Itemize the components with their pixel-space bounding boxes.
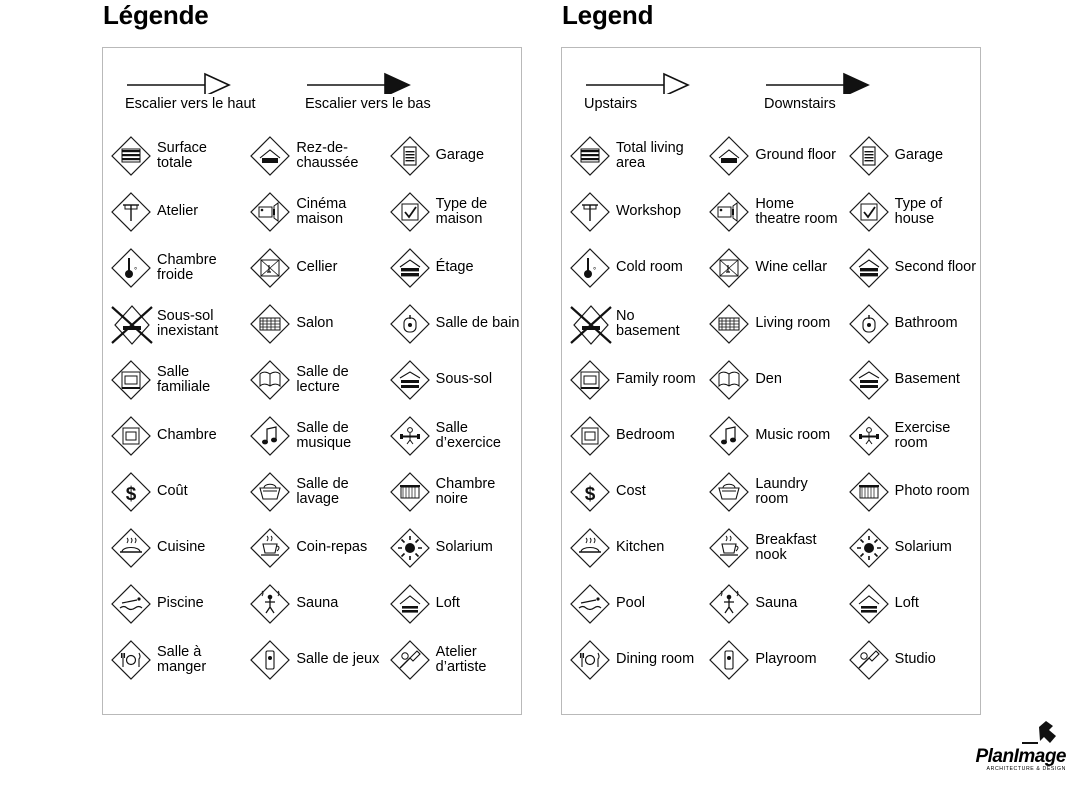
pool-icon <box>568 582 612 626</box>
basement-icon <box>847 358 891 402</box>
legend-item <box>382 526 521 570</box>
living-room-icon <box>707 302 751 346</box>
arrow-down-solid <box>764 68 872 94</box>
legend-item <box>562 190 701 234</box>
legend-row <box>562 520 980 576</box>
legend-item <box>103 190 242 234</box>
legend-item <box>103 358 242 402</box>
legend-item-label: Kitchen <box>616 539 665 556</box>
legend-item-label: Étage <box>435 259 474 276</box>
basement-icon <box>388 358 432 402</box>
arrow-legend-downstairs <box>305 68 431 112</box>
legend-item <box>382 302 521 346</box>
legend-item-label: Family room <box>616 371 696 388</box>
stair-arrows <box>562 68 980 134</box>
legend-item <box>701 190 840 234</box>
logo-mark-icon <box>1020 721 1060 752</box>
legend-item-label: Salle d’exercice <box>435 419 501 451</box>
legend-item <box>701 134 840 178</box>
legend-item <box>242 414 381 458</box>
type-of-house-icon <box>388 190 432 234</box>
legend-item <box>841 358 980 402</box>
legend-item-label: Home theatre room <box>755 195 838 227</box>
legend-item-label: No basement <box>616 307 680 339</box>
legend-item-label: Salle à manger <box>157 643 207 675</box>
legend-item-label: Bedroom <box>616 427 675 444</box>
legend-item <box>103 638 242 682</box>
legend-item <box>701 414 840 458</box>
legend-item-label: Loft <box>435 595 460 612</box>
home-theatre-icon <box>248 190 292 234</box>
exercise-room-icon <box>847 414 891 458</box>
legend-item <box>701 246 840 290</box>
studio-icon <box>388 638 432 682</box>
legend-item-label: Bathroom <box>894 315 958 332</box>
sauna-icon <box>707 582 751 626</box>
legend-item-label: Chambre froide <box>157 251 217 283</box>
legend-panel-english <box>561 47 981 715</box>
legend-item <box>562 414 701 458</box>
legend-item <box>242 246 381 290</box>
legend-item <box>103 414 242 458</box>
legend-item <box>562 358 701 402</box>
legend-item-label: Coût <box>157 483 188 500</box>
legend-item <box>242 638 381 682</box>
legend-item-label: Workshop <box>616 203 682 220</box>
legend-item-label: Coin-repas <box>296 539 368 556</box>
legend-item-label: Ground floor <box>755 147 836 164</box>
legend-item-label: Wine cellar <box>755 259 828 276</box>
cold-room-icon <box>109 246 153 290</box>
legend-item <box>562 246 701 290</box>
arrow-up-outline <box>125 68 256 94</box>
legend-item <box>242 526 381 570</box>
legend-item <box>382 470 521 514</box>
legend-item <box>841 190 980 234</box>
legend-row <box>562 576 980 632</box>
legend-item <box>103 470 242 514</box>
photo-room-icon <box>847 470 891 514</box>
wine-cellar-icon <box>248 246 292 290</box>
legend-item-label: Atelier d’artiste <box>435 643 487 675</box>
legend-row <box>562 184 980 240</box>
legend-item <box>103 582 242 626</box>
total-living-area-icon <box>109 134 153 178</box>
legend-item <box>562 302 701 346</box>
legend-item-label: Cuisine <box>157 539 206 556</box>
legend-item-label: Sauna <box>296 595 339 612</box>
logo-text-image: Image <box>1013 746 1066 767</box>
music-room-icon <box>248 414 292 458</box>
legend-item-label: Cinéma maison <box>296 195 347 227</box>
legend-item <box>242 582 381 626</box>
legend-item-label: Den <box>755 371 782 388</box>
cost-icon <box>109 470 153 514</box>
legend-item <box>103 246 242 290</box>
no-basement-icon <box>568 302 612 346</box>
legend-item-label: Type of house <box>894 195 943 227</box>
kitchen-icon <box>568 526 612 570</box>
total-living-area-icon <box>568 134 612 178</box>
legend-item <box>701 526 840 570</box>
legend-item-label: Loft <box>894 595 919 612</box>
legend-item-label: Total living area <box>616 139 684 171</box>
legend-item-label: Sous-sol <box>435 371 493 388</box>
exercise-room-icon <box>388 414 432 458</box>
legend-item-label: Salle de lavage <box>296 475 349 507</box>
music-room-icon <box>707 414 751 458</box>
legend-row <box>562 408 980 464</box>
no-basement-icon <box>109 302 153 346</box>
legend-item-label: Cellier <box>296 259 338 276</box>
legend-row <box>562 128 980 184</box>
loft-icon <box>847 582 891 626</box>
bedroom-icon <box>109 414 153 458</box>
legend-item-label: Studio <box>894 651 936 668</box>
legend-row <box>103 520 521 576</box>
wine-cellar-icon <box>707 246 751 290</box>
logo-text-plan: Plan <box>975 746 1014 767</box>
playroom-icon <box>707 638 751 682</box>
legend-item <box>242 134 381 178</box>
type-of-house-icon <box>847 190 891 234</box>
legend-item-label: Cost <box>616 483 646 500</box>
bedroom-icon <box>568 414 612 458</box>
legend-item <box>382 414 521 458</box>
legend-row <box>103 408 521 464</box>
legend-item-label: Salle de jeux <box>296 651 380 668</box>
living-room-icon <box>248 302 292 346</box>
legend-item-label: Piscine <box>157 595 204 612</box>
legend-item <box>103 134 242 178</box>
legend-row <box>103 464 521 520</box>
legend-row <box>562 464 980 520</box>
legend-item-label: Type de maison <box>435 195 488 227</box>
legend-item <box>562 134 701 178</box>
legend-item <box>562 526 701 570</box>
legend-item <box>103 302 242 346</box>
home-theatre-icon <box>707 190 751 234</box>
legend-item <box>841 582 980 626</box>
legend-row <box>103 352 521 408</box>
sauna-icon <box>248 582 292 626</box>
legend-item <box>562 638 701 682</box>
page-title-english: Legend <box>562 0 654 30</box>
second-floor-icon <box>388 246 432 290</box>
legend-row <box>103 184 521 240</box>
arrow-down-solid <box>305 68 431 94</box>
legend-item <box>701 302 840 346</box>
brand-logo <box>975 747 1066 773</box>
legend-item <box>701 582 840 626</box>
legend-item-label: Breakfast nook <box>755 531 817 563</box>
loft-icon <box>388 582 432 626</box>
family-room-icon <box>568 358 612 402</box>
garage-icon <box>388 134 432 178</box>
legend-item <box>841 246 980 290</box>
playroom-icon <box>248 638 292 682</box>
legend-item-label: Salle de lecture <box>296 363 349 395</box>
legend-item <box>841 638 980 682</box>
dining-room-icon <box>109 638 153 682</box>
svg-text:$: $ <box>584 484 596 505</box>
legend-row <box>103 632 521 688</box>
stair-arrows <box>103 68 521 134</box>
legend-item-label: Solarium <box>435 539 493 556</box>
legend-item <box>382 358 521 402</box>
legend-item-label: Atelier <box>157 203 199 220</box>
legend-item-label: Cold room <box>616 259 683 276</box>
cost-icon <box>568 470 612 514</box>
solarium-icon <box>847 526 891 570</box>
legend-item-label: Salle familiale <box>157 363 211 395</box>
legend-item <box>382 582 521 626</box>
bathroom-icon <box>388 302 432 346</box>
arrow-label: Upstairs <box>584 96 638 112</box>
second-floor-icon <box>847 246 891 290</box>
kitchen-icon <box>109 526 153 570</box>
family-room-icon <box>109 358 153 402</box>
laundry-room-icon <box>248 470 292 514</box>
legend-item <box>103 526 242 570</box>
legend-row <box>562 632 980 688</box>
legend-item <box>562 470 701 514</box>
legend-item <box>841 302 980 346</box>
arrow-legend-downstairs <box>764 68 872 112</box>
workshop-icon <box>568 190 612 234</box>
legend-item-label: Basement <box>894 371 960 388</box>
legend-item <box>841 470 980 514</box>
legend-row <box>103 296 521 352</box>
legend-item-label: Garage <box>435 147 485 164</box>
legend-item <box>841 414 980 458</box>
legend-item <box>242 302 381 346</box>
legend-item-label: Living room <box>755 315 831 332</box>
legend-item <box>841 526 980 570</box>
legend-row <box>103 240 521 296</box>
arrow-label: Escalier vers le haut <box>125 96 256 112</box>
legend-grid <box>103 128 521 688</box>
ground-floor-icon <box>707 134 751 178</box>
legend-item-label: Sauna <box>755 595 798 612</box>
arrow-up-outline <box>584 68 692 94</box>
legend-item-label: Chambre noire <box>435 475 496 507</box>
solarium-icon <box>388 526 432 570</box>
legend-item <box>382 246 521 290</box>
photo-room-icon <box>388 470 432 514</box>
ground-floor-icon <box>248 134 292 178</box>
page-title-french: Légende <box>103 0 209 30</box>
svg-text:°: ° <box>134 266 138 275</box>
legend-item-label: Sous-sol inexistant <box>157 307 219 339</box>
pool-icon <box>109 582 153 626</box>
den-icon <box>707 358 751 402</box>
legend-panel-french <box>102 47 522 715</box>
legend-row <box>103 128 521 184</box>
legend-item-label: Exercise room <box>894 419 951 451</box>
legend-item-label: Rez-de-chaussée <box>296 139 359 171</box>
legend-item-label: Second floor <box>894 259 977 276</box>
legend-item-label: Surface totale <box>157 139 207 171</box>
legend-item-label: Photo room <box>894 483 970 500</box>
legend-item <box>841 134 980 178</box>
arrow-label: Downstairs <box>764 96 836 112</box>
legend-item <box>242 190 381 234</box>
legend-grid <box>562 128 980 688</box>
legend-item-label: Laundry room <box>755 475 808 507</box>
legend-item <box>701 638 840 682</box>
legend-row <box>562 352 980 408</box>
legend-item-label: Solarium <box>894 539 952 556</box>
breakfast-nook-icon <box>248 526 292 570</box>
legend-item <box>701 470 840 514</box>
legend-row <box>562 296 980 352</box>
legend-item <box>242 470 381 514</box>
dining-room-icon <box>568 638 612 682</box>
svg-text:$: $ <box>125 484 137 505</box>
legend-item <box>382 638 521 682</box>
legend-item <box>242 358 381 402</box>
legend-item-label: Music room <box>755 427 831 444</box>
bathroom-icon <box>847 302 891 346</box>
legend-item-label: Pool <box>616 595 646 612</box>
cold-room-icon <box>568 246 612 290</box>
breakfast-nook-icon <box>707 526 751 570</box>
legend-row <box>562 240 980 296</box>
svg-text:°: ° <box>593 266 597 275</box>
arrow-legend-upstairs <box>584 68 692 112</box>
arrow-label: Escalier vers le bas <box>305 96 431 112</box>
legend-row <box>103 576 521 632</box>
studio-icon <box>847 638 891 682</box>
legend-item-label: Garage <box>894 147 944 164</box>
laundry-room-icon <box>707 470 751 514</box>
legend-item-label: Chambre <box>157 427 217 444</box>
legend-item-label: Salle de musique <box>296 419 352 451</box>
legend-item <box>701 358 840 402</box>
garage-icon <box>847 134 891 178</box>
legend-item <box>562 582 701 626</box>
legend-item-label: Salon <box>296 315 334 332</box>
legend-item-label: Dining room <box>616 651 695 668</box>
logo-tagline: ARCHITECTURE & DESIGN <box>986 766 1066 772</box>
legend-item <box>382 134 521 178</box>
legend-item-label: Playroom <box>755 651 817 668</box>
arrow-legend-upstairs <box>125 68 256 112</box>
legend-item <box>382 190 521 234</box>
workshop-icon <box>109 190 153 234</box>
legend-item-label: Salle de bain <box>435 315 520 332</box>
den-icon <box>248 358 292 402</box>
